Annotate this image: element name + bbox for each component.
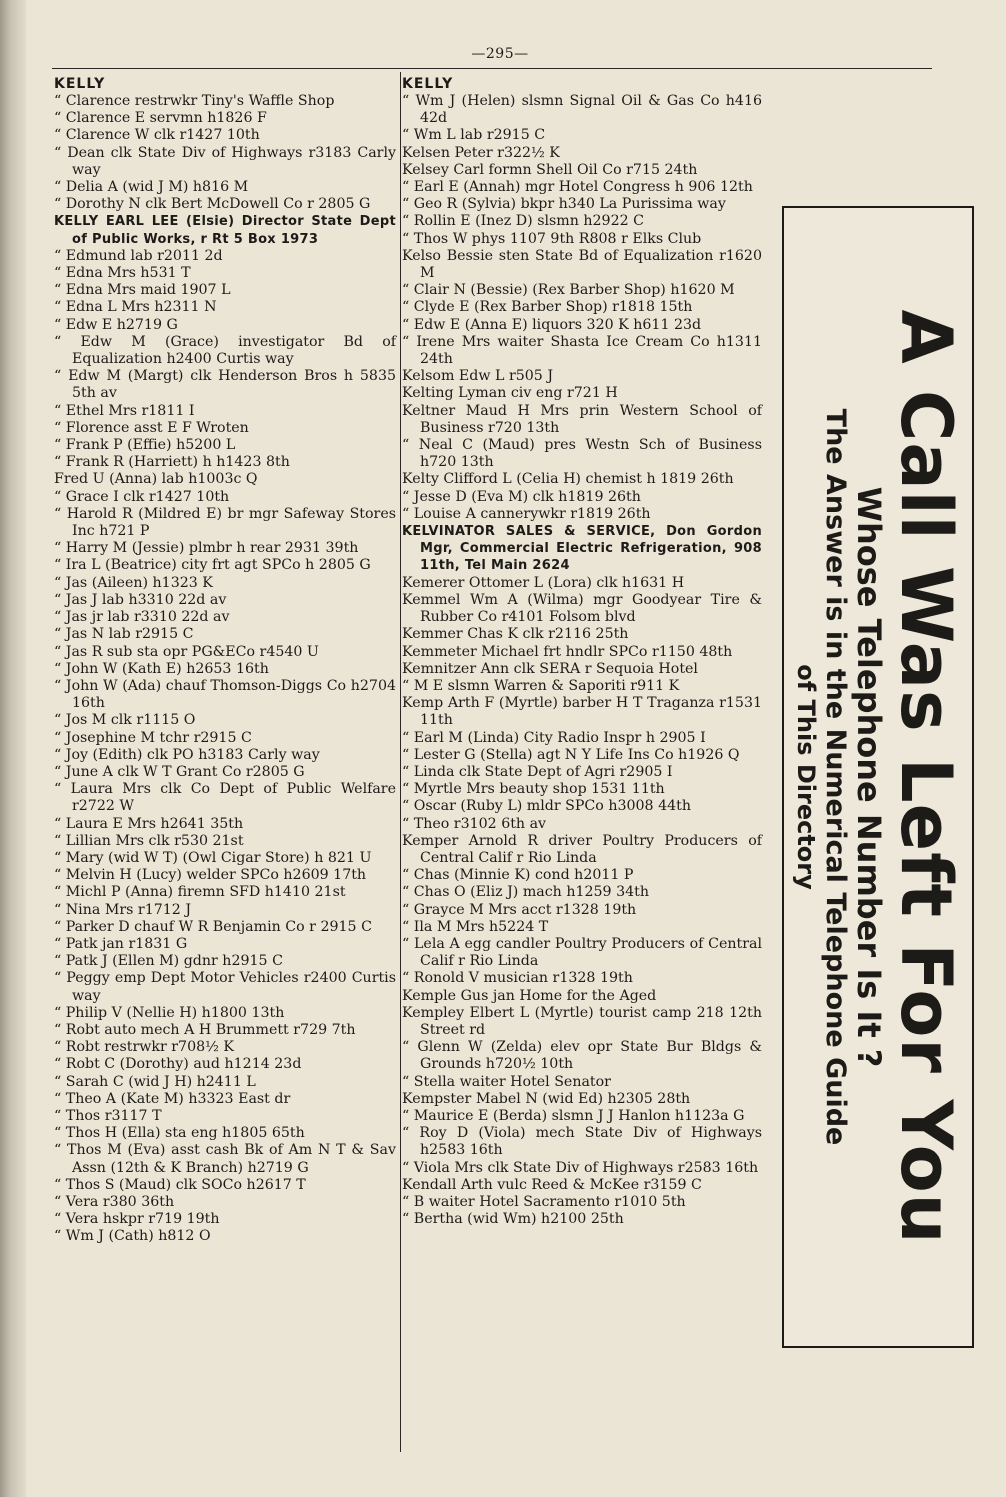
directory-listing: “ Laura Mrs clk Co Dept of Public Welfare r2722 W bbox=[54, 781, 396, 815]
directory-listing: “ Delia A (wid J M) h816 M bbox=[54, 179, 249, 196]
directory-listing: “ Edna L Mrs h2311 N bbox=[54, 299, 217, 316]
directory-listing: “ Jas J lab h3310 22d av bbox=[54, 591, 227, 608]
directory-listing: “ Patk jan r1831 G bbox=[54, 935, 188, 952]
directory-listing: “ Philip V (Nellie H) h1800 13th bbox=[54, 1004, 285, 1021]
directory-listing: “ Edmund lab r2011 2d bbox=[54, 247, 223, 264]
directory-listing: “ Sarah C (wid J H) h2411 L bbox=[54, 1073, 256, 1090]
directory-listing: Kempley Elbert L (Myrtle) tourist camp 218 12th Street rd bbox=[402, 1004, 762, 1038]
directory-listing: “ Robt C (Dorothy) aud h1214 23d bbox=[54, 1056, 302, 1073]
directory-listing: “ Edw E h2719 G bbox=[54, 316, 178, 333]
telephone-guide-advertisement bbox=[782, 206, 974, 1348]
directory-listing: Kelty Clifford L (Celia H) chemist h 1819 26th bbox=[402, 471, 734, 488]
directory-listing: “ Theo A (Kate M) h3323 East dr bbox=[54, 1090, 291, 1107]
directory-listing: Kemp Arth F (Myrtle) barber H T Traganza r1531 11th bbox=[402, 695, 762, 729]
directory-listing: Kempster Mabel N (wid Ed) h2305 28th bbox=[402, 1090, 691, 1107]
page-number: —295— bbox=[471, 46, 529, 62]
directory-listing: “ Clarence E servmn h1826 F bbox=[54, 110, 267, 127]
directory-listing: “ Thos M (Eva) asst cash Bk of Am N T & Sav Assn (12th & K Branch) h2719 G bbox=[54, 1142, 396, 1176]
directory-listing: Fred U (Anna) lab h1003c Q bbox=[54, 471, 258, 488]
directory-listing: “ Earl M (Linda) City Radio Inspr h 2905 I bbox=[402, 729, 706, 746]
directory-listing: “ Edw E (Anna E) liquors 320 K h611 23d bbox=[402, 316, 702, 333]
directory-listing: “ Louise A cannerywkr r1819 26th bbox=[402, 505, 651, 522]
directory-listing: “ Jas (Aileen) h1323 K bbox=[54, 574, 213, 591]
directory-listing: “ Michl P (Anna) firemn SFD h1410 21st bbox=[54, 884, 346, 901]
directory-listing: “ Peggy emp Dept Motor Vehicles r2400 Curtis way bbox=[54, 970, 396, 1004]
directory-listing: “ Lester G (Stella) agt N Y Life Ins Co h1926 Q bbox=[402, 746, 740, 763]
directory-listing: Kelting Lyman civ eng r721 H bbox=[402, 385, 618, 402]
directory-listing: “ Linda clk State Dept of Agri r2905 I bbox=[402, 763, 673, 780]
directory-listing: “ Myrtle Mrs beauty shop 1531 11th bbox=[402, 781, 665, 798]
directory-listing: “ Bertha (wid Wm) h2100 25th bbox=[402, 1211, 624, 1228]
directory-listing: Kemmeter Michael frt hndlr SPCo r1150 48th bbox=[402, 643, 733, 660]
directory-listing: “ Robt auto mech A H Brummett r729 7th bbox=[54, 1021, 356, 1038]
directory-listing: “ Vera r380 36th bbox=[54, 1194, 175, 1210]
directory-listing: “ Lela A egg candler Poultry Producers of Central Calif r Rio Linda bbox=[402, 935, 762, 970]
directory-listing: “ Grace I clk r1427 10th bbox=[54, 488, 230, 505]
directory-listing: “ Josephine M tchr r2915 C bbox=[54, 729, 252, 746]
directory-listing: “ Theo r3102 6th av bbox=[402, 815, 547, 832]
directory-listing: “ Dorothy N clk Bert McDowell Co r 2805 G bbox=[54, 196, 371, 213]
directory-listing: “ Rollin E (Inez D) slsmn h2922 C bbox=[402, 213, 644, 230]
right-column bbox=[402, 76, 762, 1228]
directory-listing: Kemper Arnold R driver Poultry Producers of Central Calif r Rio Linda bbox=[402, 832, 762, 866]
directory-listing: “ Edw M (Margt) clk Henderson Bros h 5835 5th av bbox=[54, 368, 396, 402]
ad-answer: The Answer is in the Numerical Telephone Guide bbox=[820, 408, 851, 1146]
ad-question: Whose Telephone Number Is It ? bbox=[850, 486, 888, 1068]
directory-listing: “ Jas N lab r2915 C bbox=[54, 626, 194, 643]
directory-listing: “ Thos S (Maud) clk SOCo h2617 T bbox=[54, 1176, 306, 1193]
directory-listing: “ Ila M Mrs h5224 T bbox=[402, 918, 549, 935]
directory-listing: “ Geo R (Sylvia) bkpr h340 La Purissima way bbox=[402, 196, 726, 213]
directory-listing: “ Edna Mrs maid 1907 L bbox=[54, 282, 231, 299]
directory-listing: “ B waiter Hotel Sacramento r1010 5th bbox=[402, 1194, 686, 1210]
directory-listing: “ June A clk W T Grant Co r2805 G bbox=[54, 763, 305, 780]
directory-listing: “ M E slsmn Warren & Saporiti r911 K bbox=[402, 677, 680, 694]
directory-listing: “ Thos H (Ella) sta eng h1805 65th bbox=[54, 1125, 305, 1142]
directory-listing: “ Viola Mrs clk State Div of Highways r2583 16th bbox=[402, 1159, 759, 1176]
directory-listing: “ Jesse D (Eva M) clk h1819 26th bbox=[402, 488, 641, 505]
directory-listing: “ Chas O (Eliz J) mach h1259 34th bbox=[402, 884, 649, 901]
directory-listing: “ Chas (Minnie K) cond h2011 P bbox=[402, 867, 634, 884]
directory-listing: “ Wm J (Cath) h812 O bbox=[54, 1228, 211, 1245]
directory-listing: Kelsey Carl formn Shell Oil Co r715 24th bbox=[402, 161, 698, 178]
directory-listing: “ Maurice E (Berda) slsmn J J Hanlon h1123a G bbox=[402, 1107, 745, 1124]
directory-listing: “ Clair N (Bessie) (Rex Barber Shop) h1620 M bbox=[402, 282, 735, 299]
right-entries bbox=[402, 93, 762, 1228]
directory-listing: Kelso Bessie sten State Bd of Equalization r1620 M bbox=[402, 247, 762, 282]
directory-listing: Keltner Maud H Mrs prin Western School of Business r720 13th bbox=[402, 402, 762, 436]
directory-listing: “ Harold R (Mildred E) br mgr Safeway Stores Inc h721 P bbox=[54, 505, 396, 540]
directory-listing: Kelsom Edw L r505 J bbox=[402, 368, 554, 385]
directory-listing: “ Ronold V musician r1328 19th bbox=[402, 970, 633, 987]
directory-listing: “ Clarence W clk r1427 10th bbox=[54, 127, 260, 144]
directory-listing: “ Jas jr lab r3310 22d av bbox=[54, 609, 230, 626]
directory-listing: “ Melvin H (Lucy) welder SPCo h2609 17th bbox=[54, 867, 367, 884]
directory-listing: “ Frank P (Effie) h5200 L bbox=[54, 437, 236, 454]
directory-listing: “ Jos M clk r1115 O bbox=[54, 712, 196, 729]
directory-listing: “ Vera hskpr r719 19th bbox=[54, 1211, 220, 1228]
header-rule bbox=[52, 68, 932, 69]
directory-listing: “ Glenn W (Zelda) elev opr State Bur Bldgs & Grounds h720½ 10th bbox=[402, 1039, 762, 1073]
directory-listing: “ Wm L lab r2915 C bbox=[402, 127, 546, 144]
directory-listing: “ Edna Mrs h531 T bbox=[54, 265, 191, 282]
directory-listing: “ Wm J (Helen) slsmn Signal Oil & Gas Co h416 42d bbox=[402, 93, 762, 127]
directory-listing: “ Ethel Mrs r1811 I bbox=[54, 402, 195, 419]
directory-listing: Kelsen Peter r322½ K bbox=[402, 144, 560, 161]
directory-listing: “ Clyde E (Rex Barber Shop) r1818 15th bbox=[402, 299, 693, 316]
directory-listing: “ Thos r3117 T bbox=[54, 1107, 162, 1124]
directory-listing-featured: KELLY EARL LEE (Elsie) Director State Dept of Public Works, r Rt 5 Box 1973 bbox=[54, 214, 396, 247]
directory-listing: “ Parker D chauf W R Benjamin Co r 2915 C bbox=[54, 918, 372, 935]
directory-listing: “ John W (Kath E) h2653 16th bbox=[54, 660, 269, 677]
directory-listing: “ Earl E (Annah) mgr Hotel Congress h 906 12th bbox=[402, 179, 753, 196]
directory-listing: “ Edw M (Grace) investigator Bd of Equalization h2400 Curtis way bbox=[54, 333, 396, 368]
directory-listing: “ Harry M (Jessie) plmbr h rear 2931 39th bbox=[54, 540, 359, 557]
page-binding-edge bbox=[0, 0, 26, 1497]
left-entries bbox=[54, 93, 396, 1246]
directory-listing: “ Frank R (Harriett) h h1423 8th bbox=[54, 454, 290, 471]
directory-listing: “ Ira L (Beatrice) city frt agt SPCo h 2805 G bbox=[54, 557, 371, 574]
directory-listing: “ Oscar (Ruby L) mldr SPCo h3008 44th bbox=[402, 798, 691, 815]
directory-listing: “ Mary (wid W T) (Owl Cigar Store) h 821 U bbox=[54, 849, 372, 866]
directory-listing: Kemnitzer Ann clk SERA r Sequoia Hotel bbox=[402, 660, 698, 677]
directory-listing-featured: KELVINATOR SALES & SERVICE, Don Gordon Mgr, Commercial Electric Refrigeration, 908 11th, Tel Main 2624 bbox=[402, 524, 762, 574]
directory-listing: “ Nina Mrs r1712 J bbox=[54, 901, 192, 918]
directory-listing: “ Thos W phys 1107 9th R808 r Elks Club bbox=[402, 230, 702, 247]
directory-listing: “ Robt restrwkr r708½ K bbox=[54, 1039, 234, 1056]
ad-directory-line: of This Directory bbox=[792, 664, 820, 890]
left-column-heading: KELLY bbox=[54, 76, 106, 92]
advertisement-text bbox=[788, 217, 968, 1337]
directory-listing: “ Lillian Mrs clk r530 21st bbox=[54, 832, 244, 849]
directory-listing: “ Jas R sub sta opr PG&ECo r4540 U bbox=[54, 643, 319, 660]
directory-listing: “ Grayce M Mrs acct r1328 19th bbox=[402, 901, 637, 918]
directory-listing: Kemmer Chas K clk r2116 25th bbox=[402, 626, 629, 643]
directory-listing: “ Neal C (Maud) pres Westn Sch of Business h720 13th bbox=[402, 437, 762, 471]
directory-listing: “ Florence asst E F Wroten bbox=[54, 419, 249, 436]
directory-listing: “ Dean clk State Div of Highways r3183 Carly way bbox=[54, 144, 396, 178]
directory-listing: “ Irene Mrs waiter Shasta Ice Cream Co h1311 24th bbox=[402, 333, 762, 368]
ad-headline: A Call Was Left For You bbox=[885, 309, 967, 1245]
directory-listing: Kendall Arth vulc Reed & McKee r3159 C bbox=[402, 1176, 702, 1193]
right-column-heading: KELLY bbox=[402, 76, 454, 92]
directory-listing: “ Stella waiter Hotel Senator bbox=[402, 1073, 611, 1090]
directory-listing: “ Patk J (Ellen M) gdnr h2915 C bbox=[54, 953, 283, 970]
column-divider bbox=[400, 72, 401, 1452]
directory-listing: Kemerer Ottomer L (Lora) clk h1631 H bbox=[402, 574, 685, 591]
directory-listing: “ Clarence restrwkr Tiny's Waffle Shop bbox=[54, 93, 335, 109]
directory-listing: “ Roy D (Viola) mech State Div of Highways h2583 16th bbox=[402, 1125, 762, 1159]
directory-listing: Kemmel Wm A (Wilma) mgr Goodyear Tire & Rubber Co r4101 Folsom blvd bbox=[402, 591, 762, 626]
directory-listing: “ Laura E Mrs h2641 35th bbox=[54, 815, 244, 832]
directory-listing: Kemple Gus jan Home for the Aged bbox=[402, 987, 657, 1004]
directory-listing: “ Joy (Edith) clk PO h3183 Carly way bbox=[54, 746, 320, 763]
left-column bbox=[54, 76, 396, 1246]
directory-listing: “ John W (Ada) chauf Thomson-Diggs Co h2704 16th bbox=[54, 677, 396, 712]
